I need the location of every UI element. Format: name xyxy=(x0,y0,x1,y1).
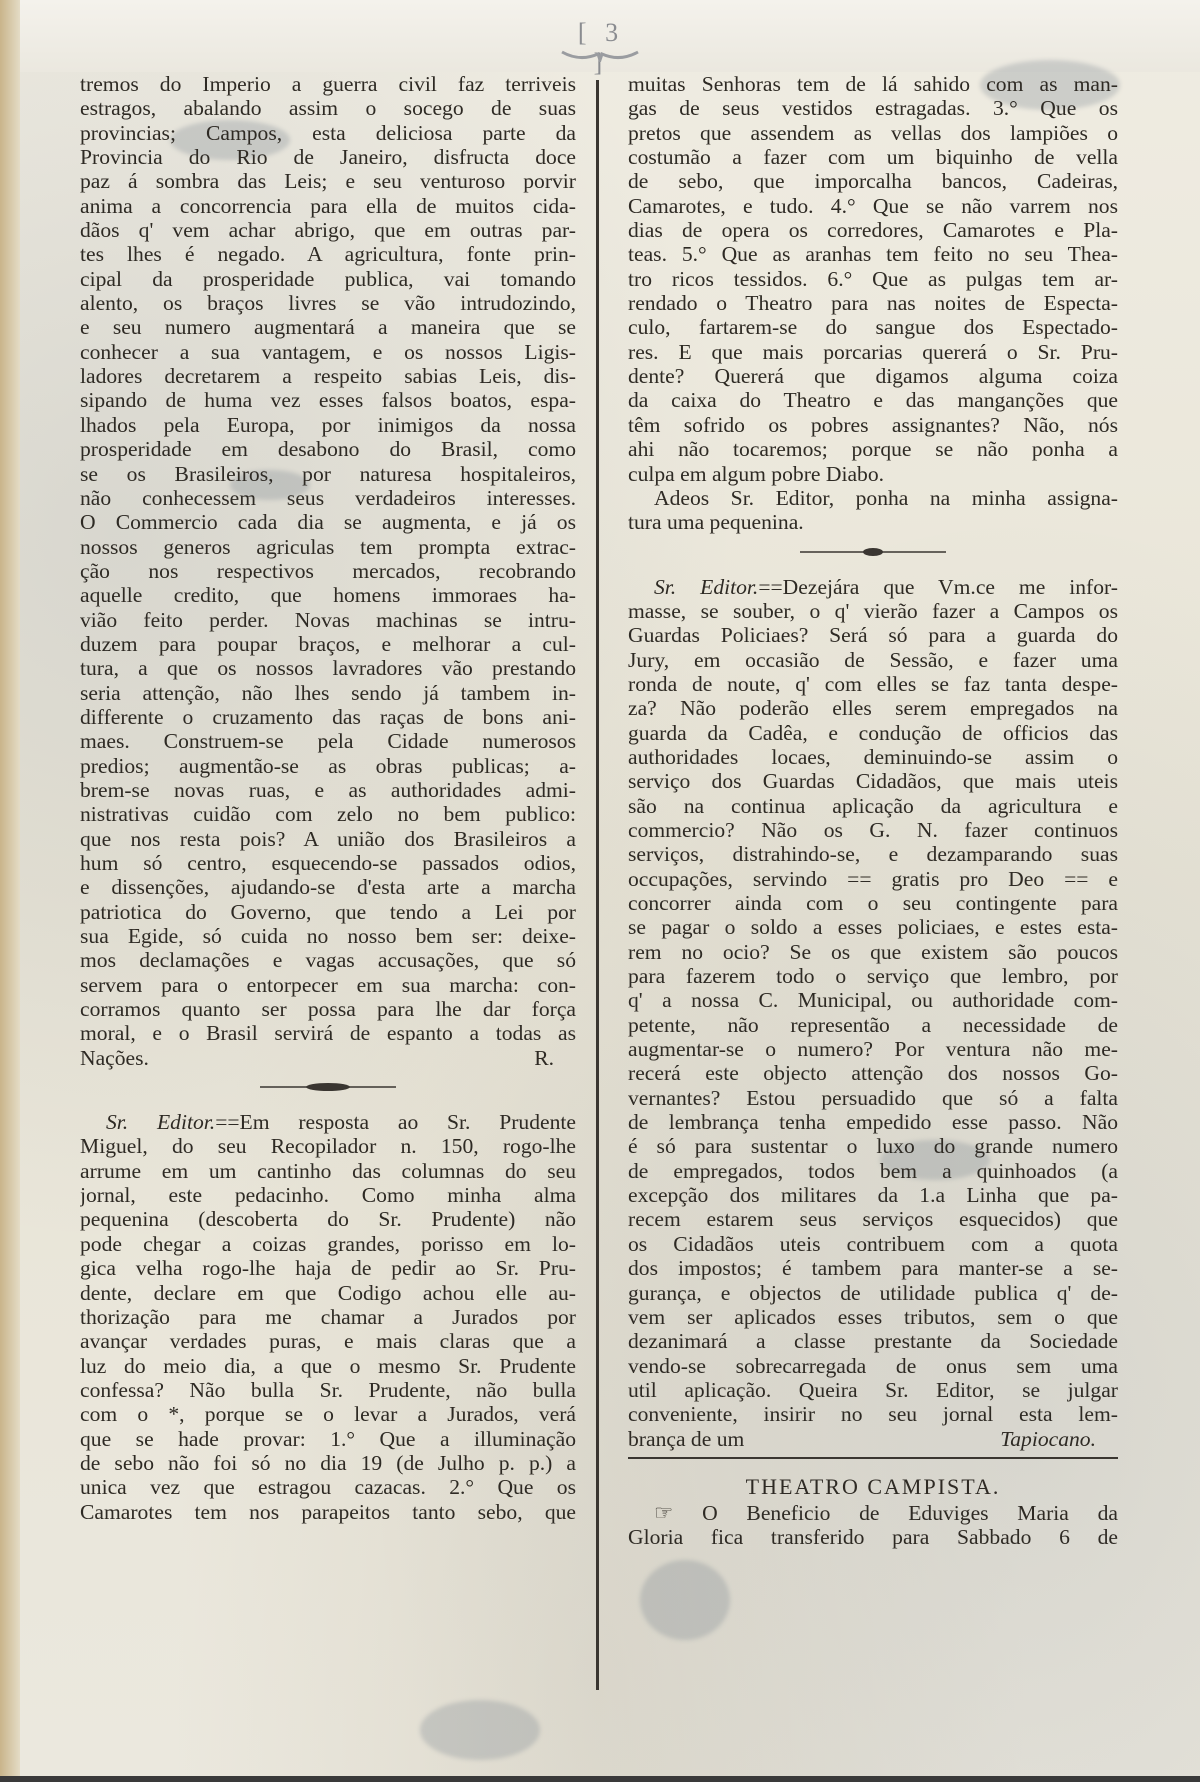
ornamental-rule-icon xyxy=(798,547,948,557)
text-line: arrume em um cantinho das columnas do seu xyxy=(80,1158,576,1183)
text-line: sipando de huma vez esses falsos boatos, espa- xyxy=(80,388,576,413)
text-line: são na continua aplicação da agricultura e xyxy=(628,793,1118,818)
text-line: dente, declare em que Codigo achou elle au- xyxy=(80,1280,576,1305)
text-line: conhecer a sua vantagem, e os nossos Ligis- xyxy=(80,339,576,364)
text-line: brem-se novas ruas, e as authoridades admi- xyxy=(80,777,576,802)
text-line: moral, e o Brasil servirá de espanto a todas as xyxy=(80,1021,576,1046)
text-line: aquelle credito, que homens immoraes ha- xyxy=(80,583,576,608)
text-line: para fazerem todo o serviço que lembro, por xyxy=(628,964,1118,989)
text-line: cipal da prosperidade publica, vai tomando xyxy=(80,266,576,291)
text-line: thorização para me chamar a Jurados por xyxy=(80,1304,576,1329)
text-line: mos declamações e vagas accusações, que só xyxy=(80,948,576,973)
text-line: pode chegar a coizas grandes, porisso em lo- xyxy=(80,1231,576,1256)
text-line: dãos q' vem achar abrigo, que em outras par- xyxy=(80,218,576,243)
text-line: Nações. xyxy=(80,1045,149,1070)
text-line: guarda da Cadêa, e condução de officios das xyxy=(628,720,1118,745)
text-line: se os Brasileiros, por naturesa hospitaleiros, xyxy=(80,461,576,486)
text-line xyxy=(80,1110,576,1134)
section-theatro-campista xyxy=(628,1475,1118,1550)
text-line: augmentar-se o numero? Por ventura não me- xyxy=(628,1037,1118,1062)
article-letter-prudente xyxy=(80,1110,576,1524)
text-line: q' a nossa C. Municipal, ou authoridade com- xyxy=(628,988,1118,1013)
article-signature: R. xyxy=(534,1045,554,1070)
section-rule xyxy=(628,1457,1118,1467)
page-number: [ 3 ] xyxy=(577,18,625,77)
article-signature: Tapiocano. xyxy=(1000,1426,1096,1451)
text-line: concorrer ainda com o seu contingente para xyxy=(628,891,1118,915)
text-line: tro ricos tessidos. 6.° Que as pulgas tem ar- xyxy=(628,266,1118,291)
text-line: da caixa do Theatro e das manganções que xyxy=(628,388,1118,413)
text-line: se pagar o soldo a esses policiaes, e estes esta- xyxy=(628,915,1118,940)
text-line: alento, os braços livres se vão intrudozindo, xyxy=(80,291,576,316)
text-line: recerá este objecto attenção dos nossos Go- xyxy=(628,1061,1118,1086)
text-line: com o *, porque se o levar a Jurados, verá xyxy=(80,1402,576,1427)
text-line: Camarotes, e tudo. 4.° Que se não varrem nos xyxy=(628,193,1118,218)
text-line: tremos do Imperio a guerra civil faz terriveis xyxy=(80,72,576,96)
text-line: predios; augmentão-se as obras publicas; a- xyxy=(80,753,576,778)
text-line: Camarotes tem nos parapeitos tanto sebo, que xyxy=(80,1499,576,1524)
text-line: tura, a que os nossos lavradores vão prestando xyxy=(80,656,576,681)
article-closing-row xyxy=(628,1427,1118,1451)
text-line: vião feito perder. Novas machinas se intru- xyxy=(80,607,576,632)
text-line: O Commercio cada dia se augmenta, e já os xyxy=(80,510,576,535)
text-line: têm sofrido os pobres assignantes? Não, nós xyxy=(628,412,1118,437)
text-line: Provincia do Rio de Janeiro, disfructa doce xyxy=(80,145,576,170)
text-line: avançar verdades puras, e mais claras que a xyxy=(80,1329,576,1354)
text-line: differente o cruzamento das raças de bons ani- xyxy=(80,704,576,729)
text-line: authoridades locaes, deminuindo-se assim o xyxy=(628,744,1118,769)
text-line: Gloria fica transferido para Sabbado 6 de xyxy=(628,1525,1118,1550)
text-line: de empregados, todos bem a quinhoados (a xyxy=(628,1158,1118,1183)
text-line: tes lhes é negado. A agricultura, fonte prin- xyxy=(80,242,576,267)
text-line: patriotica do Governo, que tendo a Lei por xyxy=(80,899,576,924)
text-line: recem estarem seus serviços esquecidos) que xyxy=(628,1207,1118,1232)
text-line: ção nos respectivos mercados, recobrando xyxy=(80,558,576,583)
text-line: nossos generos agriculas tem prompta extrac- xyxy=(80,534,576,559)
water-stain xyxy=(640,1560,730,1640)
text-line: pequenina (descoberta do Sr. Prudente) não xyxy=(80,1207,576,1232)
text-line: costumão a fazer com um biquinho de vella xyxy=(628,145,1118,170)
column-divider xyxy=(596,80,599,1690)
text-line: za? Não poderão elles serem empregados na xyxy=(628,696,1118,721)
text-line: de lembrança tenha empedido esse passo. Não xyxy=(628,1110,1118,1135)
text-line: vem ser aplicados esses tributos, sem o que xyxy=(628,1304,1118,1329)
text-line: e dissenções, ajudando-se d'esta arte a marcha xyxy=(80,875,576,900)
text-line: gica velha rogo-lhe haja de pedir ao Sr. Pru- xyxy=(80,1256,576,1281)
text-line: e seu numero augmentará a maneira que se xyxy=(80,315,576,340)
text-line: util aplicação. Queira Sr. Editor, se julgar xyxy=(628,1377,1118,1402)
text-line: rem no ocio? Se os que existem são poucos xyxy=(628,939,1118,964)
text-line: nistrativas cuidão com zelo no bem publico: xyxy=(80,802,576,827)
right-column xyxy=(628,72,1118,1550)
text-line: dos impostos; é tambem para manter-se a se- xyxy=(628,1256,1118,1281)
text-line: muitas Senhoras tem de lá sahido com as man- xyxy=(628,72,1118,96)
text-line: é só para sustentar o luxo do grande numero xyxy=(628,1134,1118,1159)
text-fragment: ==Dezejára que Vm.ce me infor- xyxy=(758,574,1118,599)
section-heading: THEATRO CAMPISTA. xyxy=(745,1473,1001,1499)
text-line: paz á sombra das Leis; e seu venturoso porvir xyxy=(80,169,576,194)
section-separator xyxy=(80,1070,576,1110)
text-line: Adeos Sr. Editor, ponha na minha assigna- xyxy=(654,485,1118,510)
page-binding-edge xyxy=(0,0,20,1782)
text-line: estragos, abalando assim o socego de suas xyxy=(80,96,576,121)
text-line: tura uma pequenina. xyxy=(628,510,804,535)
section-separator xyxy=(628,535,1118,575)
text-line: ahi não tocaremos; porque se não ponha a xyxy=(628,437,1118,462)
article-agriculture xyxy=(80,72,576,1070)
text-line: servem para o entorpecer em sua marcha: con- xyxy=(80,972,576,997)
text-line: seria attenção, não lhes sendo já tambem in- xyxy=(80,680,576,705)
text-line: rendado o Theatro para nas noites de Especta- xyxy=(628,291,1118,316)
text-line: anima a concorrencia para ella de muitos cida- xyxy=(80,193,576,218)
text-line: Guardas Policiaes? Será só para a guarda do xyxy=(628,623,1118,648)
text-line: serviços, distrahindo-se, e dezamparando suas xyxy=(628,842,1118,867)
text-line: sua Egide, só cuida no nosso bem ser: deixe- xyxy=(80,924,576,949)
text-line: pretos que assendem as vellas dos lampiões o xyxy=(628,120,1118,145)
text-line: vendo-se sobrecarregada de onus sem uma xyxy=(628,1353,1118,1378)
text-line: culo, fartarem-se do sangue dos Espectado- xyxy=(628,315,1118,340)
text-line: res. E que mais porcarias quererá o Sr. Pru- xyxy=(628,339,1118,364)
text-line: de sebo, que imporcalha bancos, Cadeiras, xyxy=(628,169,1118,194)
text-line: que se hade provar: 1.° Que a illuminação xyxy=(80,1426,576,1451)
scan-bottom-edge xyxy=(0,1776,1200,1782)
text-line: gurança, e objectos de utilidade publica q' de- xyxy=(628,1280,1118,1305)
salutation: Sr. Editor. xyxy=(106,1110,216,1135)
text-line: prosperidade em desabono do Brasil, como xyxy=(80,437,576,462)
article-letter-guardas xyxy=(628,575,1118,1451)
text-line: jornal, este pedacinho. Como minha alma xyxy=(80,1183,576,1208)
article-closing-row xyxy=(80,1046,576,1070)
text-line: culpa em algum pobre Diabo. xyxy=(628,461,885,486)
text-line: conveniente, insirir no seu jornal esta lem- xyxy=(628,1402,1118,1427)
text-line: brança de um xyxy=(628,1426,745,1451)
text-line: que nos resta pois? A união dos Brasileiros a xyxy=(80,826,576,851)
text-line: ladores decretarem a respeito sabias Leis, dis- xyxy=(80,364,576,389)
text-line: corramos quanto ser possa para lhe dar força xyxy=(80,997,576,1022)
text-fragment: ==Em resposta ao Sr. Prudente xyxy=(215,1110,576,1135)
text-line: gas de seus vestidos estragadas. 3.° Que os xyxy=(628,96,1118,121)
text-line: vernantes? Estou persuadido que só a falta xyxy=(628,1085,1118,1110)
text-line: occupações, servindo == gratis pro Deo == e xyxy=(628,866,1118,891)
text-line: luz do meio dia, a que o mesmo Sr. Prudente xyxy=(80,1353,576,1378)
text-line: dezanimará a classe prestante da Sociedade xyxy=(628,1329,1118,1354)
text-line: petente, não representão a necessidade de xyxy=(628,1012,1118,1037)
water-stain xyxy=(420,1700,540,1760)
text-line: maes. Construem-se pela Cidade numerosos xyxy=(80,729,576,754)
text-line: Miguel, do seu Recopilador n. 150, rogo-lhe xyxy=(80,1134,576,1159)
text-line: hum só centro, esquecendo-se passados odios, xyxy=(80,851,576,875)
text-line xyxy=(628,575,1118,599)
left-column xyxy=(80,72,576,1524)
text-line: dente? Quererá que digamos alguma coiza xyxy=(628,364,1118,389)
ornamental-rule-icon xyxy=(258,1082,398,1092)
article-letter-prudente-continued xyxy=(628,72,1118,535)
text-line: serviço dos Guardas Cidadãos, que mais uteis xyxy=(628,769,1118,794)
salutation: Sr. Editor. xyxy=(654,574,759,599)
text-line: dias de opera os corredores, Camarotes e Pla- xyxy=(628,218,1118,243)
text-line: commercio? Não os G. N. fazer continuos xyxy=(628,817,1118,842)
text-line: unica vez que estragou cazacas. 2.° Que os xyxy=(80,1475,576,1500)
text-line: confessa? Não bulla Sr. Prudente, não bulla xyxy=(80,1377,576,1402)
text-line: ronda de noute, q' com elles se faz tanta despe- xyxy=(628,671,1118,696)
text-line: duzem para poupar braços, e melhorar a cul- xyxy=(80,631,576,656)
text-line: ☞ O Beneficio de Eduviges Maria da xyxy=(654,1500,1118,1525)
text-line: masse, se souber, o q' vierão fazer a Campos os xyxy=(628,598,1118,623)
text-line: Jury, em occasião de Sessão, e fazer uma xyxy=(628,647,1118,672)
text-line: excepção dos militares da 1.a Linha que pa- xyxy=(628,1183,1118,1208)
text-line: os Cidadãos uteis contribuem com a quota xyxy=(628,1231,1118,1256)
text-line: lhados pela Europa, por inimigos da nossa xyxy=(80,412,576,437)
text-line: provincias; Campos, esta deliciosa parte da xyxy=(80,120,576,145)
text-line: teas. 5.° Que as aranhas tem feito no seu Thea- xyxy=(628,242,1118,267)
flourish-ornament-icon xyxy=(560,48,640,62)
text-line: não conhecessem seus verdadeiros interesses. xyxy=(80,485,576,510)
text-line: de sebo não foi só no dia 19 (de Julho p. p.) a xyxy=(80,1450,576,1475)
